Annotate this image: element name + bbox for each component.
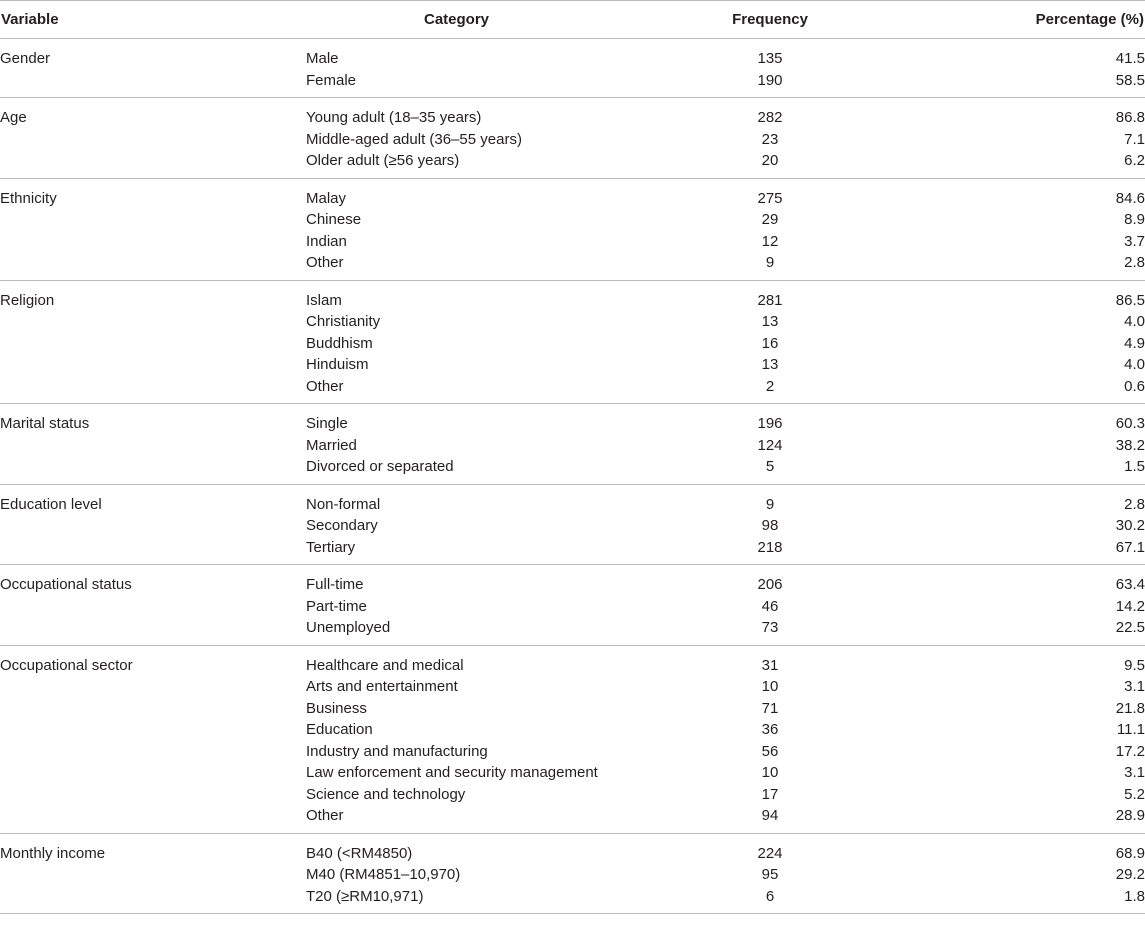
percentage-cell: 1.5 [1124, 458, 1145, 476]
category-cell: Female [306, 71, 357, 89]
table-row [0, 864, 1145, 886]
percentage-cell: 84.6 [1115, 189, 1145, 207]
variable-cell [0, 805, 306, 833]
category-cell: Islam [306, 291, 342, 309]
frequency-cell: 10 [761, 764, 779, 782]
frequency-cell: 17 [761, 785, 779, 803]
percentage-cell: 86.5 [1115, 291, 1145, 309]
table-row [0, 209, 1145, 231]
variable-cell [0, 515, 306, 537]
variable-cell: Occupational sector [0, 656, 133, 674]
category-cell: Male [306, 50, 339, 68]
category-cell: Industry and manufacturing [306, 742, 488, 760]
variable-cell [0, 333, 306, 355]
variable-cell: Occupational status [0, 576, 132, 594]
table-row [0, 129, 1145, 151]
table-row [0, 784, 1145, 806]
variable-cell: Education level [0, 495, 102, 513]
table-row [0, 719, 1145, 741]
category-cell: Arts and entertainment [306, 678, 458, 696]
header-frequency: Frequency [610, 1, 930, 39]
percentage-cell: 6.2 [1124, 152, 1145, 170]
category-cell: T20 (≥RM10,971) [306, 887, 424, 905]
percentage-cell: 30.2 [1115, 517, 1145, 535]
frequency-cell: 224 [757, 844, 783, 862]
percentage-cell: 41.5 [1115, 50, 1145, 68]
percentage-cell: 3.7 [1124, 232, 1145, 250]
percentage-cell: 60.3 [1115, 415, 1145, 433]
variable-cell [0, 376, 306, 404]
percentage-cell: 2.8 [1124, 254, 1145, 272]
variable-cell [0, 762, 306, 784]
table-row [0, 617, 1145, 645]
percentage-cell: 17.2 [1115, 742, 1145, 760]
percentage-cell: 14.2 [1115, 597, 1145, 615]
variable-group [0, 833, 1145, 914]
variable-cell [0, 209, 306, 231]
table-row [0, 231, 1145, 253]
table-row [0, 762, 1145, 784]
percentage-cell: 4.0 [1124, 313, 1145, 331]
category-cell: Other [306, 807, 344, 825]
category-cell: Older adult (≥56 years) [306, 152, 460, 170]
percentage-cell: 63.4 [1115, 576, 1145, 594]
table-row [0, 98, 1145, 129]
category-cell: Indian [306, 232, 347, 250]
variable-cell [0, 698, 306, 720]
frequency-cell: 95 [761, 866, 779, 884]
variable-cell: Ethnicity [0, 189, 57, 207]
percentage-cell: 8.9 [1124, 211, 1145, 229]
frequency-cell: 73 [761, 619, 779, 637]
frequency-cell: 71 [761, 699, 779, 717]
table-row [0, 354, 1145, 376]
variable-group [0, 39, 1145, 98]
frequency-cell: 124 [757, 436, 783, 454]
frequency-cell: 56 [761, 742, 779, 760]
variable-cell: Monthly income [0, 844, 106, 862]
variable-cell: Marital status [0, 415, 90, 433]
table-row [0, 150, 1145, 178]
table-row [0, 333, 1145, 355]
table-row [0, 404, 1145, 435]
table-row [0, 311, 1145, 333]
variable-cell [0, 354, 306, 376]
frequency-cell: 98 [761, 517, 779, 535]
frequency-cell: 46 [761, 597, 779, 615]
table-header [0, 1, 1145, 39]
frequency-cell: 13 [761, 356, 779, 374]
frequency-cell: 10 [761, 678, 779, 696]
header-row [0, 1, 1145, 39]
variable-cell [0, 596, 306, 618]
category-cell: Non-formal [306, 495, 381, 513]
variable-cell [0, 741, 306, 763]
table-row [0, 456, 1145, 484]
percentage-cell: 5.2 [1124, 785, 1145, 803]
variable-group [0, 178, 1145, 280]
table-row [0, 70, 1145, 98]
category-cell: Single [306, 415, 348, 433]
frequency-cell: 94 [761, 807, 779, 825]
variable-cell [0, 537, 306, 565]
percentage-cell: 3.1 [1124, 764, 1145, 782]
frequency-cell: 218 [757, 538, 783, 556]
variable-cell [0, 719, 306, 741]
table-row [0, 435, 1145, 457]
frequency-cell: 23 [761, 130, 779, 148]
table-row [0, 886, 1145, 914]
variable-group [0, 484, 1145, 565]
variable-cell [0, 864, 306, 886]
table-row [0, 805, 1145, 833]
variable-cell [0, 676, 306, 698]
frequency-cell: 12 [761, 232, 779, 250]
category-cell: Young adult (18–35 years) [306, 109, 482, 127]
table-row [0, 178, 1145, 209]
category-cell: Hinduism [306, 356, 369, 374]
percentage-cell: 28.9 [1115, 807, 1145, 825]
variable-cell: Gender [0, 50, 51, 68]
table-row [0, 515, 1145, 537]
percentage-cell: 67.1 [1115, 538, 1145, 556]
variable-cell [0, 311, 306, 333]
table-row [0, 645, 1145, 676]
percentage-cell: 11.1 [1116, 721, 1145, 739]
variable-group [0, 645, 1145, 833]
frequency-cell: 2 [765, 377, 775, 395]
frequency-cell: 36 [761, 721, 779, 739]
category-cell: Chinese [306, 211, 362, 229]
variable-cell [0, 150, 306, 178]
frequency-cell: 16 [761, 334, 779, 352]
variable-cell: Age [0, 109, 27, 127]
header-percentage: Percentage (%) [930, 1, 1145, 39]
frequency-cell: 282 [757, 109, 783, 127]
table-row [0, 252, 1145, 280]
frequency-cell: 190 [757, 71, 783, 89]
variable-group [0, 280, 1145, 404]
category-cell: Buddhism [306, 334, 373, 352]
frequency-cell: 9 [765, 254, 775, 272]
variable-cell [0, 252, 306, 280]
category-cell: Divorced or separated [306, 458, 454, 476]
variable-cell [0, 784, 306, 806]
variable-cell [0, 129, 306, 151]
percentage-cell: 38.2 [1115, 436, 1145, 454]
category-cell: Married [306, 436, 357, 454]
table-row [0, 280, 1145, 311]
variable-group [0, 565, 1145, 646]
percentage-cell: 29.2 [1115, 866, 1145, 884]
category-cell: Tertiary [306, 538, 356, 556]
category-cell: Middle-aged adult (36–55 years) [306, 130, 522, 148]
percentage-cell: 58.5 [1115, 71, 1145, 89]
frequency-cell: 31 [761, 656, 779, 674]
variable-cell [0, 456, 306, 484]
percentage-cell: 21.8 [1115, 699, 1145, 717]
category-cell: Business [306, 699, 367, 717]
percentage-cell: 9.5 [1124, 656, 1145, 674]
table-row [0, 596, 1145, 618]
category-cell: Full-time [306, 576, 364, 594]
table-row [0, 39, 1145, 70]
variable-cell: Religion [0, 291, 55, 309]
table-row [0, 741, 1145, 763]
variable-group [0, 98, 1145, 179]
percentage-cell: 2.8 [1124, 495, 1145, 513]
percentage-cell: 68.9 [1115, 844, 1145, 862]
frequency-cell: 9 [765, 495, 775, 513]
header-category: Category [306, 1, 610, 39]
category-cell: Malay [306, 189, 347, 207]
table-row [0, 537, 1145, 565]
category-cell: Healthcare and medical [306, 656, 464, 674]
percentage-cell: 7.1 [1124, 130, 1145, 148]
category-cell: Unemployed [306, 619, 391, 637]
percentage-cell: 86.8 [1115, 109, 1145, 127]
frequency-cell: 206 [757, 576, 783, 594]
percentage-cell: 4.9 [1124, 334, 1145, 352]
variable-cell [0, 70, 306, 98]
category-cell: Christianity [306, 313, 381, 331]
percentage-cell: 22.5 [1115, 619, 1145, 637]
category-cell: Other [306, 254, 344, 272]
category-cell: B40 (<RM4850) [306, 844, 413, 862]
header-variable: Variable [0, 1, 306, 39]
category-cell: Other [306, 377, 344, 395]
category-cell: Secondary [306, 517, 378, 535]
frequency-cell: 29 [761, 211, 779, 229]
table-row [0, 565, 1145, 596]
variable-group [0, 404, 1145, 485]
frequency-cell: 281 [757, 291, 783, 309]
category-cell: M40 (RM4851–10,970) [306, 866, 461, 884]
category-cell: Science and technology [306, 785, 466, 803]
variable-cell [0, 886, 306, 914]
frequency-cell: 20 [761, 152, 779, 170]
frequency-cell: 5 [765, 458, 775, 476]
variable-cell [0, 617, 306, 645]
table-row [0, 676, 1145, 698]
category-cell: Part-time [306, 597, 367, 615]
frequency-cell: 6 [765, 887, 775, 905]
frequency-cell: 275 [757, 189, 783, 207]
percentage-cell: 0.6 [1124, 377, 1145, 395]
percentage-cell: 1.8 [1124, 887, 1145, 905]
table-row [0, 376, 1145, 404]
category-cell: Law enforcement and security management [306, 764, 598, 782]
category-cell: Education [306, 721, 373, 739]
table-row [0, 833, 1145, 864]
variable-cell [0, 435, 306, 457]
percentage-cell: 3.1 [1124, 678, 1145, 696]
variable-cell [0, 231, 306, 253]
table-row [0, 484, 1145, 515]
table-row [0, 698, 1145, 720]
frequency-cell: 196 [757, 415, 783, 433]
frequency-cell: 135 [757, 50, 783, 68]
frequency-cell: 13 [761, 313, 779, 331]
percentage-cell: 4.0 [1124, 356, 1145, 374]
